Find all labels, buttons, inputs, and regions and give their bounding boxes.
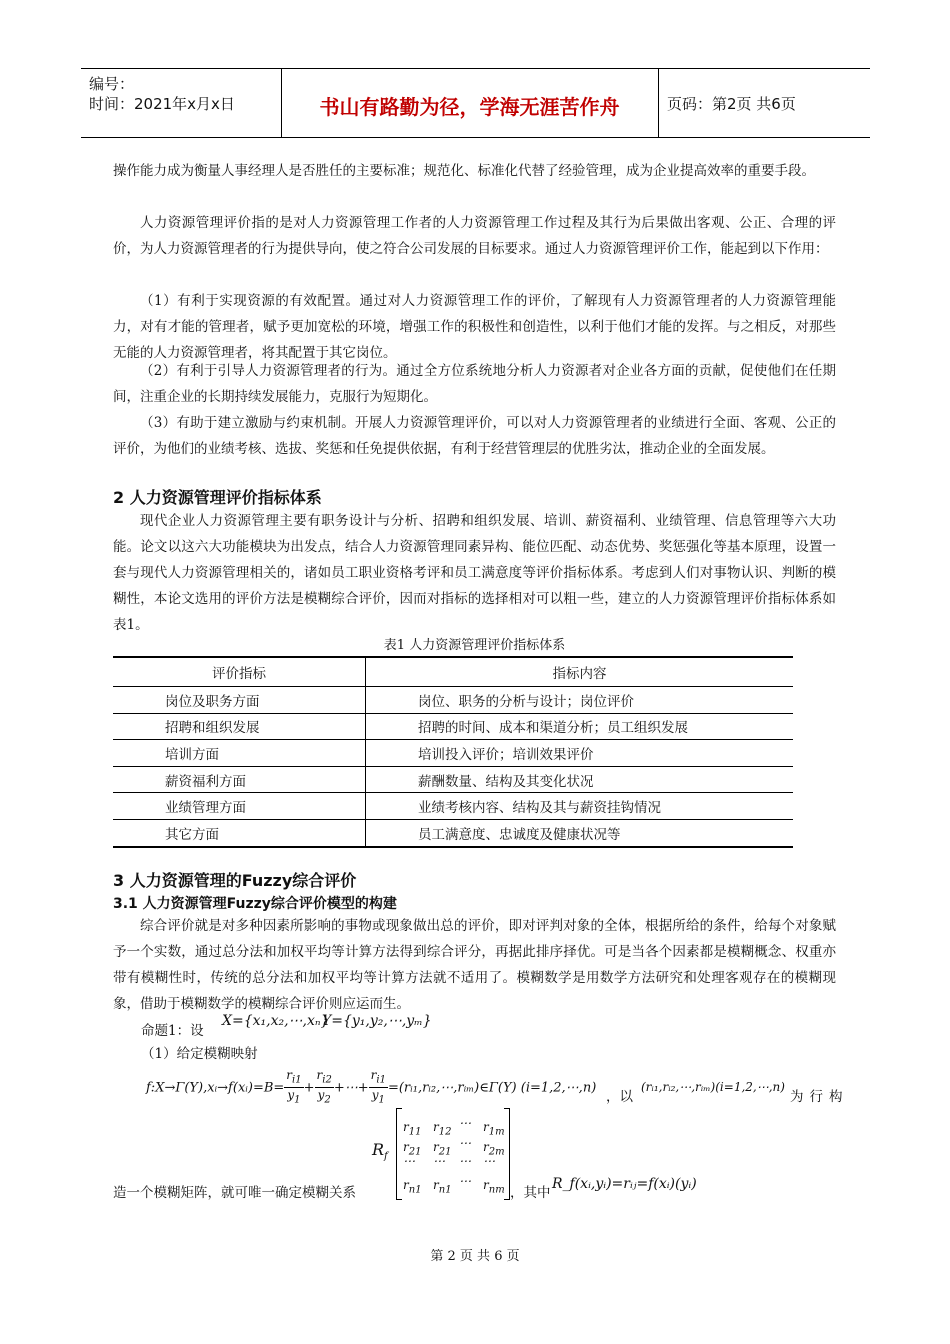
set-x: X={x₁,x₂,⋯,xₙ}	[222, 1013, 330, 1029]
table-cell: 其它方面	[113, 819, 366, 846]
table-cell: 招聘的时间、成本和渠道分析；员工组织发展	[366, 713, 794, 740]
paragraph: 人力资源管理评价指的是对人力资源管理工作者的人力资源管理工作过程及其行为后果做出客观、公正、合理的评价，为人力资源管理者的行为提供导向，使之符合公司发展的目标要求。通过人力资源管理评价工作，能起到以下作用：	[113, 215, 836, 257]
page-footer: 第 2 页 共 6 页	[430, 1249, 520, 1264]
fraction: $\frac{r_{i2}}{y_2}$	[316, 1068, 332, 1106]
header-divider	[658, 69, 659, 137]
mapping-rhs: =(rᵢ₁,rᵢ₂,⋯,rᵢₘ)∈Γ(Y) (i=1,2,⋯,n)	[387, 1080, 597, 1096]
table-cell: 业绩管理方面	[113, 793, 366, 820]
fuzzy-mapping: f:X→Γ(Y),xᵢ→f(xᵢ)=B= $\frac{r_{i1}}{y_1}$ + $\frac{r_{i2}}{y_2}$ +⋯+ $\frac{r_{i1}}{y_1}$ =(rᵢ₁,rᵢ₂,⋯,rᵢₘ)∈Γ(Y) (i=1,2,⋯,n)	[146, 1068, 597, 1106]
header-motto: 书山有路勤为径，学海无涯苦作舟	[319, 95, 620, 119]
paragraph: 操作能力成为衡量人事经理人是否胜任的主要标准；规范化、标准化代替了经验管理，成为企业提高效率的重要手段。	[113, 163, 815, 179]
table-cell: 岗位、职务的分析与设计；岗位评价	[366, 687, 794, 714]
table-caption: 表1 人力资源管理评价指标体系	[383, 638, 566, 653]
matrix-symbol: $R_f$	[372, 1140, 388, 1163]
table-cell: 员工满意度、忠诚度及健康状况等	[366, 819, 794, 846]
table-row	[113, 819, 793, 846]
paragraph: 综合评价就是对多种因素所影响的事物或现象做出总的评价，即对评判对象的全体，根据所给的条件，给每个对象赋予一个实数，通过总分法和加权平均等计算方法得到综合评分，再据此排序择优。可是当各个因素都是模糊概念、权重亦带有模糊性时，传统的总分法和加权平均等计算方法就不适用了。模糊数学是用数学方法研究和处理客观存在的模糊现象，借助于模糊数学的模糊综合评价则应运而生。	[113, 918, 836, 1012]
table-row	[113, 740, 793, 767]
mapping-lhs: f:X→Γ(Y),xᵢ→f(xᵢ)=B=	[146, 1080, 285, 1096]
text-fragment: 为行构	[790, 1089, 849, 1105]
section-heading: 3 人力资源管理的Fuzzy综合评价	[113, 871, 357, 890]
table-row	[113, 766, 793, 793]
table-cell: 业绩考核内容、结构及其与薪资挂钩情况	[366, 793, 794, 820]
section-heading: 2 人力资源管理评价指标体系	[113, 488, 322, 507]
table-cell: 招聘和组织发展	[113, 713, 366, 740]
table-row	[113, 687, 793, 714]
table-cell: 培训方面	[113, 740, 366, 767]
table-row	[113, 713, 793, 740]
relation-formula: R_f(xᵢ,yᵢ)=rᵢⱼ=f(xᵢ)(yᵢ)	[552, 1176, 697, 1192]
paragraph: 现代企业人力资源管理主要有职务设计与分析、招聘和组织发展、培训、薪资福利、业绩管理、信息管理等六大功能。论文以这六大功能模块为出发点，结合人力资源管理同素异构、能位匹配、动态优势、奖惩强化等基本原理，设置一套与现代人力资源管理相关的，诸如员工职业资格考评和员工满意度等评价指标体系。考虑到人们对事物认识、判断的模糊性，本论文选用的评价方法是模糊综合评价，因而对指标的选择相对可以粗一些，建立的人力资源管理评价指标体系如表1。	[113, 513, 836, 633]
number-label: 编号：	[89, 75, 135, 93]
paragraph: （3）有助于建立激励与约束机制。开展人力资源管理评价，可以对人力资源管理者的业绩进行全面、客观、公正的评价，为他们的业绩考核、选拔、奖惩和任免提供依据，有利于经营管理层的优胜劣汰，推动企业的全面发展。	[113, 415, 836, 457]
paragraph: （1）有利于实现资源的有效配置。通过对人力资源管理工作的评价，了解现有人力资源管理者的人力资源管理能力，对有才能的管理者，赋予更加宽松的环境，增强工作的积极性和创造性，以利于他们才能的发挥。与之相反，对那些无能的人力资源管理者，将其配置于其它岗位。	[113, 293, 836, 361]
step-label: （1）给定模糊映射	[141, 1046, 258, 1062]
indicator-table	[113, 656, 793, 848]
table-header: 评价指标	[113, 657, 366, 687]
date-line: 时间：2021年x月x日	[89, 95, 235, 113]
fraction: $\frac{r_{i1}}{y_1}$	[286, 1068, 302, 1106]
table-cell: 岗位及职务方面	[113, 687, 366, 714]
subsection-heading: 3.1 人力资源管理Fuzzy综合评价模型的构建	[113, 896, 397, 912]
row-vector: (rᵢ₁,rᵢ₂,⋯,rᵢₘ)(i=1,2,⋯,n)	[641, 1080, 785, 1094]
fuzzy-matrix: $r_{11}$ $r_{12}$ ⋯ $r_{1m}$ $r_{21}$ $r_{21}$ ⋯ $r_{2m}$ ⋯ ⋯ ⋯ ⋯ $r_{n1}$ $r_{n1}$ ⋯ $r_{nm}$	[396, 1108, 510, 1200]
fraction: $\frac{r_{i1}}{y_1}$	[370, 1068, 386, 1106]
proposition-label: 命题1：设	[141, 1023, 204, 1039]
page-header	[81, 68, 870, 138]
matrix-r: R	[372, 1140, 385, 1159]
set-y: Y={y₁,y₂,⋯,yₘ}	[322, 1013, 432, 1029]
table-cell: 培训投入评价；培训效果评价	[366, 740, 794, 767]
table-row	[113, 793, 793, 820]
page-info: 页码：第2页 共6页	[667, 95, 796, 113]
text-fragment: ，其中	[510, 1185, 551, 1201]
table-header: 指标内容	[366, 657, 794, 687]
table-cell: 薪酬数量、结构及其变化状况	[366, 766, 794, 793]
text-fragment: ，以	[606, 1089, 633, 1105]
table-cell: 薪资福利方面	[113, 766, 366, 793]
paragraph: （2）有利于引导人力资源管理者的行为。通过全方位系统地分析人力资源者对企业各方面的贡献，促使他们在任期间，注重企业的长期持续发展能力，克服行为短期化。	[113, 363, 836, 405]
text-fragment: 造一个模糊矩阵，就可唯一确定模糊关系	[113, 1185, 356, 1201]
